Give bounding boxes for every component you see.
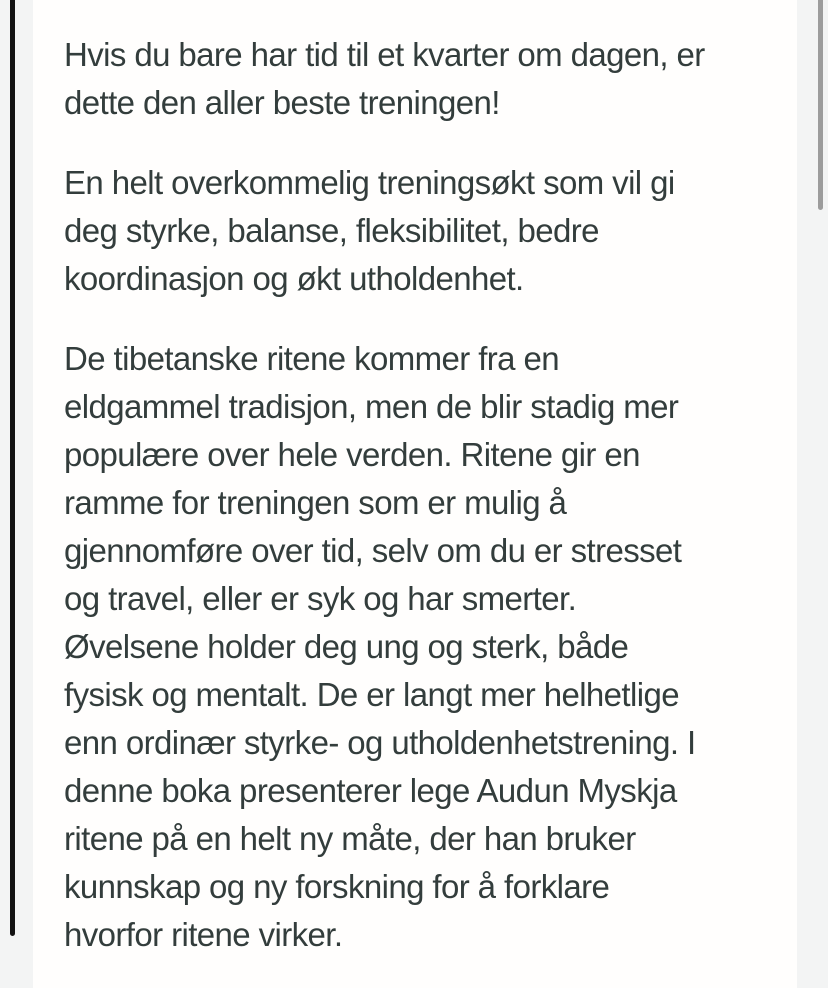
text-line: og travel, eller er syk og har smerter.: [64, 580, 577, 617]
text-line: hvorfor ritene virker.: [64, 916, 343, 953]
paragraph: [64, 335, 797, 959]
text-line: eldgammel tradisjon, men de blir stadig mer: [64, 388, 679, 425]
book-description-text: [33, 0, 797, 988]
text-line: Øvelsene holder deg ung og sterk, både: [64, 628, 629, 665]
paragraph: [64, 159, 797, 303]
page-scrollbar-thumb[interactable]: [818, 0, 823, 210]
text-line: gjennomføre over tid, selv om du er stresset: [64, 532, 682, 569]
text-line: En helt overkommelig treningsøkt som vil gi: [64, 164, 675, 201]
left-gutter: [0, 0, 33, 988]
paragraph: [64, 31, 797, 127]
inner-scrollbar-thumb[interactable]: [10, 0, 15, 936]
text-line: denne boka presenterer lege Audun Myskja: [64, 772, 677, 809]
text-line: populære over hele verden. Ritene gir en: [64, 436, 640, 473]
text-line: koordinasjon og økt utholdenhet.: [64, 260, 524, 297]
text-line: ritene på en helt ny måte, der han bruker: [64, 820, 636, 857]
right-gutter: [797, 0, 828, 988]
text-line: kunnskap og ny forskning for å forklare: [64, 868, 610, 905]
text-line: fysisk og mentalt. De er langt mer helhetlige: [64, 676, 679, 713]
text-line: enn ordinær styrke- og utholdenhetstrening. I: [64, 724, 696, 761]
text-line: Hvis du bare har tid til et kvarter om dagen, er: [64, 36, 705, 73]
text-line: deg styrke, balanse, fleksibilitet, bedre: [64, 212, 599, 249]
text-line: De tibetanske ritene kommer fra en: [64, 340, 559, 377]
text-line: ramme for treningen som er mulig å: [64, 484, 567, 521]
text-line: dette den aller beste treningen!: [64, 84, 500, 121]
